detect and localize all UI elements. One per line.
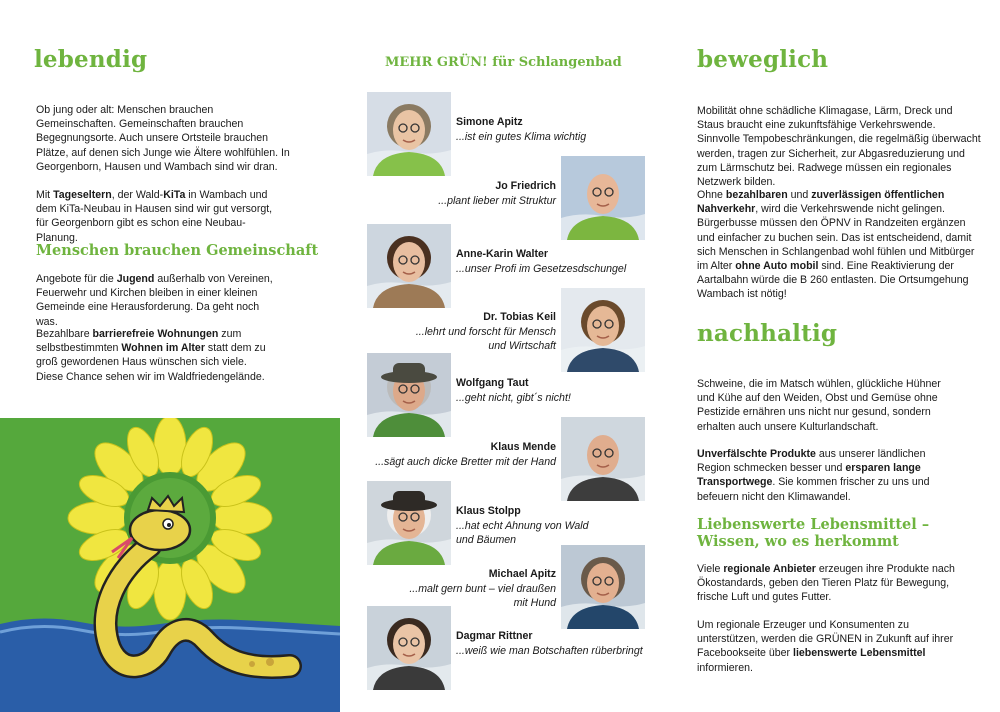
bold-text: regionale Anbieter (723, 563, 816, 575)
candidate-photo (367, 606, 451, 690)
candidate-description: ...ist ein gutes Klima wichtig (456, 131, 587, 143)
nachhaltig-paragraph-2 (697, 447, 961, 504)
candidate-photo (367, 224, 451, 308)
bold-text: bezahlbaren (725, 189, 788, 201)
text-run: Bezahlbare (36, 328, 93, 340)
candidate-description-line-1: ...malt gern bunt – viel draußen (409, 583, 556, 595)
bold-text: Tageseltern (53, 189, 112, 201)
lebendig-paragraph-2 (36, 188, 286, 245)
candidate-photo (367, 92, 451, 176)
candidate-name: Wolfgang Taut (456, 377, 529, 389)
candidate-photo (561, 545, 645, 629)
candidate-name: Michael Apitz (488, 568, 556, 580)
candidate-name: Anne-Karin Walter (456, 248, 549, 260)
subtitle-lebensmittel (697, 516, 929, 550)
candidate-description (340, 325, 556, 353)
candidate-description: ...unser Profi im Gesetzesdschungel (456, 263, 627, 275)
candidate-name: Dagmar Rittner (456, 630, 533, 642)
text-run: statt dem zu groß gewordenen Haus wünschen sich viele. Diese Chance sehen wir im Waldfriedengelände. (36, 342, 266, 383)
candidate-name: Jo Friedrich (495, 180, 556, 192)
bold-text: zuverlässigen öffentlichen Nahverkehr (697, 189, 945, 216)
candidate-name: Klaus Stolpp (456, 505, 521, 517)
text-run: außerhalb von Vereinen, Feuerwehr und Kirchen bleiben in einer kleinen Gemeinde eine Herausforderung. Da geht noch was. (36, 273, 273, 328)
beweglich-paragraph-2 (697, 188, 981, 302)
text-run: informieren. (697, 661, 753, 674)
candidate-name: Klaus Mende (490, 441, 556, 453)
bold-text: Wohnen im Alter (121, 342, 205, 355)
subtitle-gemeinschaft: Menschen brauchen Gemeinschaft (36, 242, 319, 259)
section-title-mehr-gruen: MEHR GRÜN! für Schlangenbad (385, 55, 622, 70)
subtitle-lebensmittel-line-1: Liebenswerte Lebensmittel – (697, 516, 930, 533)
bold-text: Jugend (116, 273, 155, 285)
bold-text: ersparen lange Transportwege (697, 462, 921, 489)
text-run: in Wambach und dem KiTa-Neubau in Hausen sind wir gut versorgt, für Georgenborn gibt es schon eine Neubau-Planung. (36, 189, 273, 244)
text-run: Angebote für die (36, 273, 117, 285)
candidate-photo (561, 417, 645, 501)
text-run: Mit (36, 189, 54, 201)
bold-text: ohne Auto mobil (735, 260, 819, 273)
bold-text: barrierefreie Wohnungen (92, 328, 219, 340)
section-title-beweglich: beweglich (697, 46, 829, 73)
text-run: zum selbstbestimmten (36, 328, 242, 355)
lebendig-paragraph-1: Ob jung oder alt: Menschen brauchen Gemeinschaften. Gemeinschaften brauchen Begegnungsorte. Auch unsere Ortsteile brauchen Plätze, auf denen sich Junge wie Ältere wohlfühlen. In Georgenborn, Hausen und Wambach sind wir dran. (36, 104, 290, 173)
nachhaltig-paragraph-4 (697, 618, 965, 675)
bold-text: Unverfälschte Produkte (697, 448, 816, 460)
lebendig-paragraph-4 (36, 327, 272, 384)
candidate-photo (561, 288, 645, 372)
candidate-description-line-1: ...lehrt und forscht für Mensch (415, 326, 556, 338)
bold-text: KiTa (163, 189, 186, 201)
candidate-description-line-2: und Wirtschaft (488, 340, 556, 353)
candidate-description: ...sägt auch dicke Bretter mit der Hand (375, 456, 556, 468)
text-run: aus unserer ländlichen Region schmecken besser und (697, 448, 926, 475)
candidate-name: Dr. Tobias Keil (483, 311, 556, 323)
text-run: erzeugen ihre Produkte nach Ökostandards, geben den Tieren Platz für Bewegung, frische Luft und gutes Futter. (697, 563, 955, 604)
text-run: sind. Eine Reaktivierung der Aartalbahn würde die B 260 entlasten. Die Ortsumgehung Wambach ist nötig! (697, 260, 969, 301)
bold-text: liebenswerte Lebensmittel (793, 647, 926, 660)
lebendig-paragraph-3 (36, 272, 280, 329)
subtitle-lebensmittel-line-2: Wissen, wo es herkommt (697, 533, 899, 550)
candidate-description: ...weiß wie man Botschaften rüberbringt (456, 645, 643, 657)
text-run: , wird die Verkehrswende nicht gelingen. Bürgerbusse müssen den ÖPNV in Randzeiten ergänzen und einfacher zu buchen sein. Das ist entscheidend, damit sich Menschen in Schlangenbad wohl fühlen und Mitbürger im Alter (697, 203, 975, 273)
candidate-photo (561, 156, 645, 240)
candidate-description: ...plant lieber mit Struktur (438, 195, 556, 207)
candidate-photo (367, 481, 451, 565)
text-run: Um regionale Erzeuger und Konsumenten zu unterstützen, werden die GRÜNEN in Zukunft auf ihrer Facebookseite über (697, 619, 954, 660)
candidate-description-line-2: mit Hund (513, 597, 556, 610)
beweglich-paragraph-1: Mobilität ohne schädliche Klimagase, Lärm, Dreck und Staus braucht eine zukunftsfähige Verkehrswende. Sinnvolle Tempobeschränkungen, die regelmäßig überwacht werden, tragen zur Sicherheit, zur Abgasreduzierung und zum Lärmschutz bei. Radwege müssen ein regionales Netzwerk bilden. (697, 105, 981, 189)
candidate-description-line-2: und Bäumen (456, 534, 517, 547)
text-run: Viele (697, 563, 724, 575)
candidate-description-line-1: ...hat echt Ahnung von Wald (456, 520, 589, 532)
text-run: Ohne (697, 189, 726, 201)
text-run: , der Wald- (111, 189, 164, 201)
green-sunflower-snake-logo (0, 418, 340, 712)
candidate-description: ...geht nicht, gibt´s nicht! (456, 392, 571, 404)
candidate-photo (367, 353, 451, 437)
candidate-description (456, 519, 589, 547)
nachhaltig-paragraph-1: Schweine, die im Matsch wühlen, glückliche Hühner und Kühe auf den Weiden, Obst und Gemüse ohne Pestizide ernähren uns nicht nur gesund, sondern erhalten auch unsere Kulturlandschaft. (697, 378, 941, 433)
text-run: . Sie kommen frischer zu uns und befeuern nicht den Klimawandel. (697, 476, 930, 503)
section-title-lebendig: lebendig (34, 46, 148, 73)
nachhaltig-paragraph-3 (697, 562, 959, 605)
candidate-name: Simone Apitz (456, 116, 523, 128)
text-run: und (787, 189, 812, 201)
section-title-nachhaltig: nachhaltig (697, 320, 838, 347)
